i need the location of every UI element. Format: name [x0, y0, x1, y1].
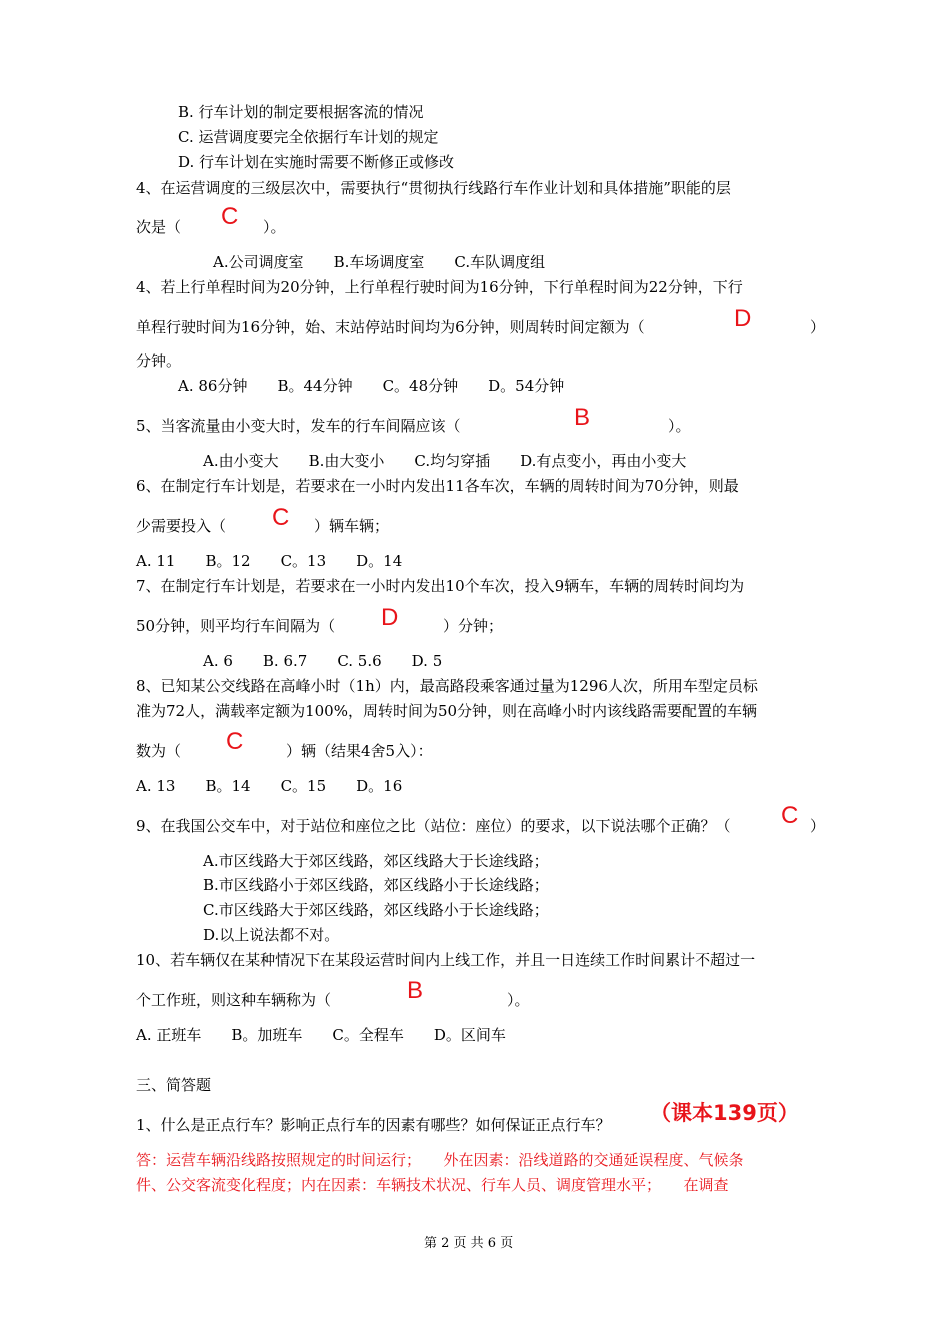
q4b-stem-line2b: ）	[810, 318, 826, 336]
q5-options: A.由小变大 B.由大变小 C.均匀穿插 D.有点变小，再由小变大	[203, 452, 687, 470]
q7-stem-line2b: ）分钟；	[443, 617, 504, 635]
q6-answer: C	[272, 504, 290, 531]
q4a-stem-line1: 4、在运营调度的三级层次中，需要执行“贯彻执行线路行车作业计划和具体措施”职能的层	[136, 179, 731, 197]
q9-stem-b: ）	[810, 817, 826, 835]
q4b-options: A. 86分钟 B。44分钟 C。48分钟 D。54分钟	[178, 377, 565, 395]
q6-stem-line2b: ）辆车辆；	[314, 517, 390, 535]
q7-answer: D	[381, 604, 399, 631]
q6-options: A. 11 B。12 C。13 D。14	[136, 552, 403, 570]
q8-answer: C	[226, 728, 244, 755]
q5-answer: B	[574, 404, 591, 431]
q10-stem-line1: 10、若车辆仅在某种情况下在某段运营时间内上线工作，并且一日连续工作时间累计不超过一	[136, 951, 756, 969]
q6-stem-line1: 6、在制定行车计划是，若要求在一小时内发出11各车次，车辆的周转时间为70分钟，则最	[136, 477, 739, 495]
q6-stem-line2a: 少需要投入（	[136, 517, 227, 535]
answer-text-line2: 件、公交客流变化程度；内在因素：车辆技术状况、行车人员、调度管理水平； 在调查	[136, 1176, 729, 1194]
q10-stem-line2b: ）。	[507, 991, 530, 1009]
q4a-options: A.公司调度室 B.车场调度室 C.车队调度组	[213, 253, 546, 271]
q5-stem-a: 5、当客流量由小变大时，发车的行车间隔应该（	[136, 417, 461, 435]
q3-option-b: B. 行车计划的制定要根据客流的情况	[178, 103, 424, 121]
q4b-stem-line3: 分钟。	[136, 352, 182, 370]
short-answer-q1: 1、什么是正点行车？影响正点行车的因素有哪些？如何保证正点行车？	[136, 1116, 611, 1134]
q4b-answer: D	[734, 305, 752, 332]
q4b-stem-line1: 4、若上行单程时间为20分钟，上行单程行驶时间为16分钟，下行单程时间为22分钟，下行	[136, 278, 743, 296]
q5-stem-b: ）。	[668, 417, 691, 435]
q8-stem-line2: 准为72人，满载率定额为100%，周转时间为50分钟，则在高峰小时内该线路需要配置的车辆	[136, 702, 758, 720]
q4b-stem-line2a: 单程行驶时间为16分钟，始、末站停站时间均为6分钟，则周转时间定额为（	[136, 318, 645, 336]
q7-options: A. 6 B. 6.7 C. 5.6 D. 5	[203, 652, 443, 670]
q8-stem-line3a: 数为（	[136, 742, 182, 760]
q9-answer: C	[781, 802, 799, 829]
q8-options: A. 13 B。14 C。15 D。16	[136, 777, 403, 795]
q10-options: A. 正班车 B。加班车 C。全程车 D。区间车	[136, 1026, 506, 1044]
q3-option-c: C. 运营调度要完全依据行车计划的规定	[178, 128, 439, 146]
q8-stem-line1: 8、已知某公交线路在高峰小时（1h）内，最高路段乘客通过量为1296人次，所用车型定员标	[136, 677, 758, 695]
q8-stem-line3b: ）辆（结果4舍5入）：	[286, 742, 433, 760]
textbook-page-note: （课本139页）	[650, 1101, 799, 1125]
q10-answer: B	[407, 977, 424, 1004]
q3-option-d: D. 行车计划在实施时需要不断修正或修改	[178, 153, 455, 171]
q9-option-d: D.以上说法都不对。	[203, 926, 340, 944]
q7-stem-line1: 7、在制定行车计划是，若要求在一小时内发出10个车次，投入9辆车，车辆的周转时间均为	[136, 577, 745, 595]
q9-option-b: B.市区线路小于郊区线路，郊区线路小于长途线路；	[203, 876, 549, 894]
section-heading: 三、简答题	[136, 1076, 212, 1094]
page-footer: 第 2 页 共 6 页	[424, 1236, 514, 1251]
answer-text-line1: 答：运营车辆沿线路按照规定的时间运行； 外在因素：沿线道路的交通延误程度、气候条	[136, 1151, 744, 1169]
q7-stem-line2a: 50分钟，则平均行车间隔为（	[136, 617, 336, 635]
q9-option-c: C.市区线路大于郊区线路，郊区线路小于长途线路；	[203, 901, 549, 919]
q9-stem-a: 9、在我国公交车中，对于站位和座位之比（站位：座位）的要求，以下说法哪个正确？（	[136, 817, 731, 835]
q4a-answer: C	[221, 203, 239, 230]
q4a-stem-line2a: 次是（	[136, 218, 182, 236]
q10-stem-line2a: 个工作班，则这种车辆称为（	[136, 991, 332, 1009]
q4a-stem-line2b: ）。	[263, 218, 286, 236]
q9-option-a: A.市区线路大于郊区线路，郊区线路大于长途线路；	[203, 852, 549, 870]
